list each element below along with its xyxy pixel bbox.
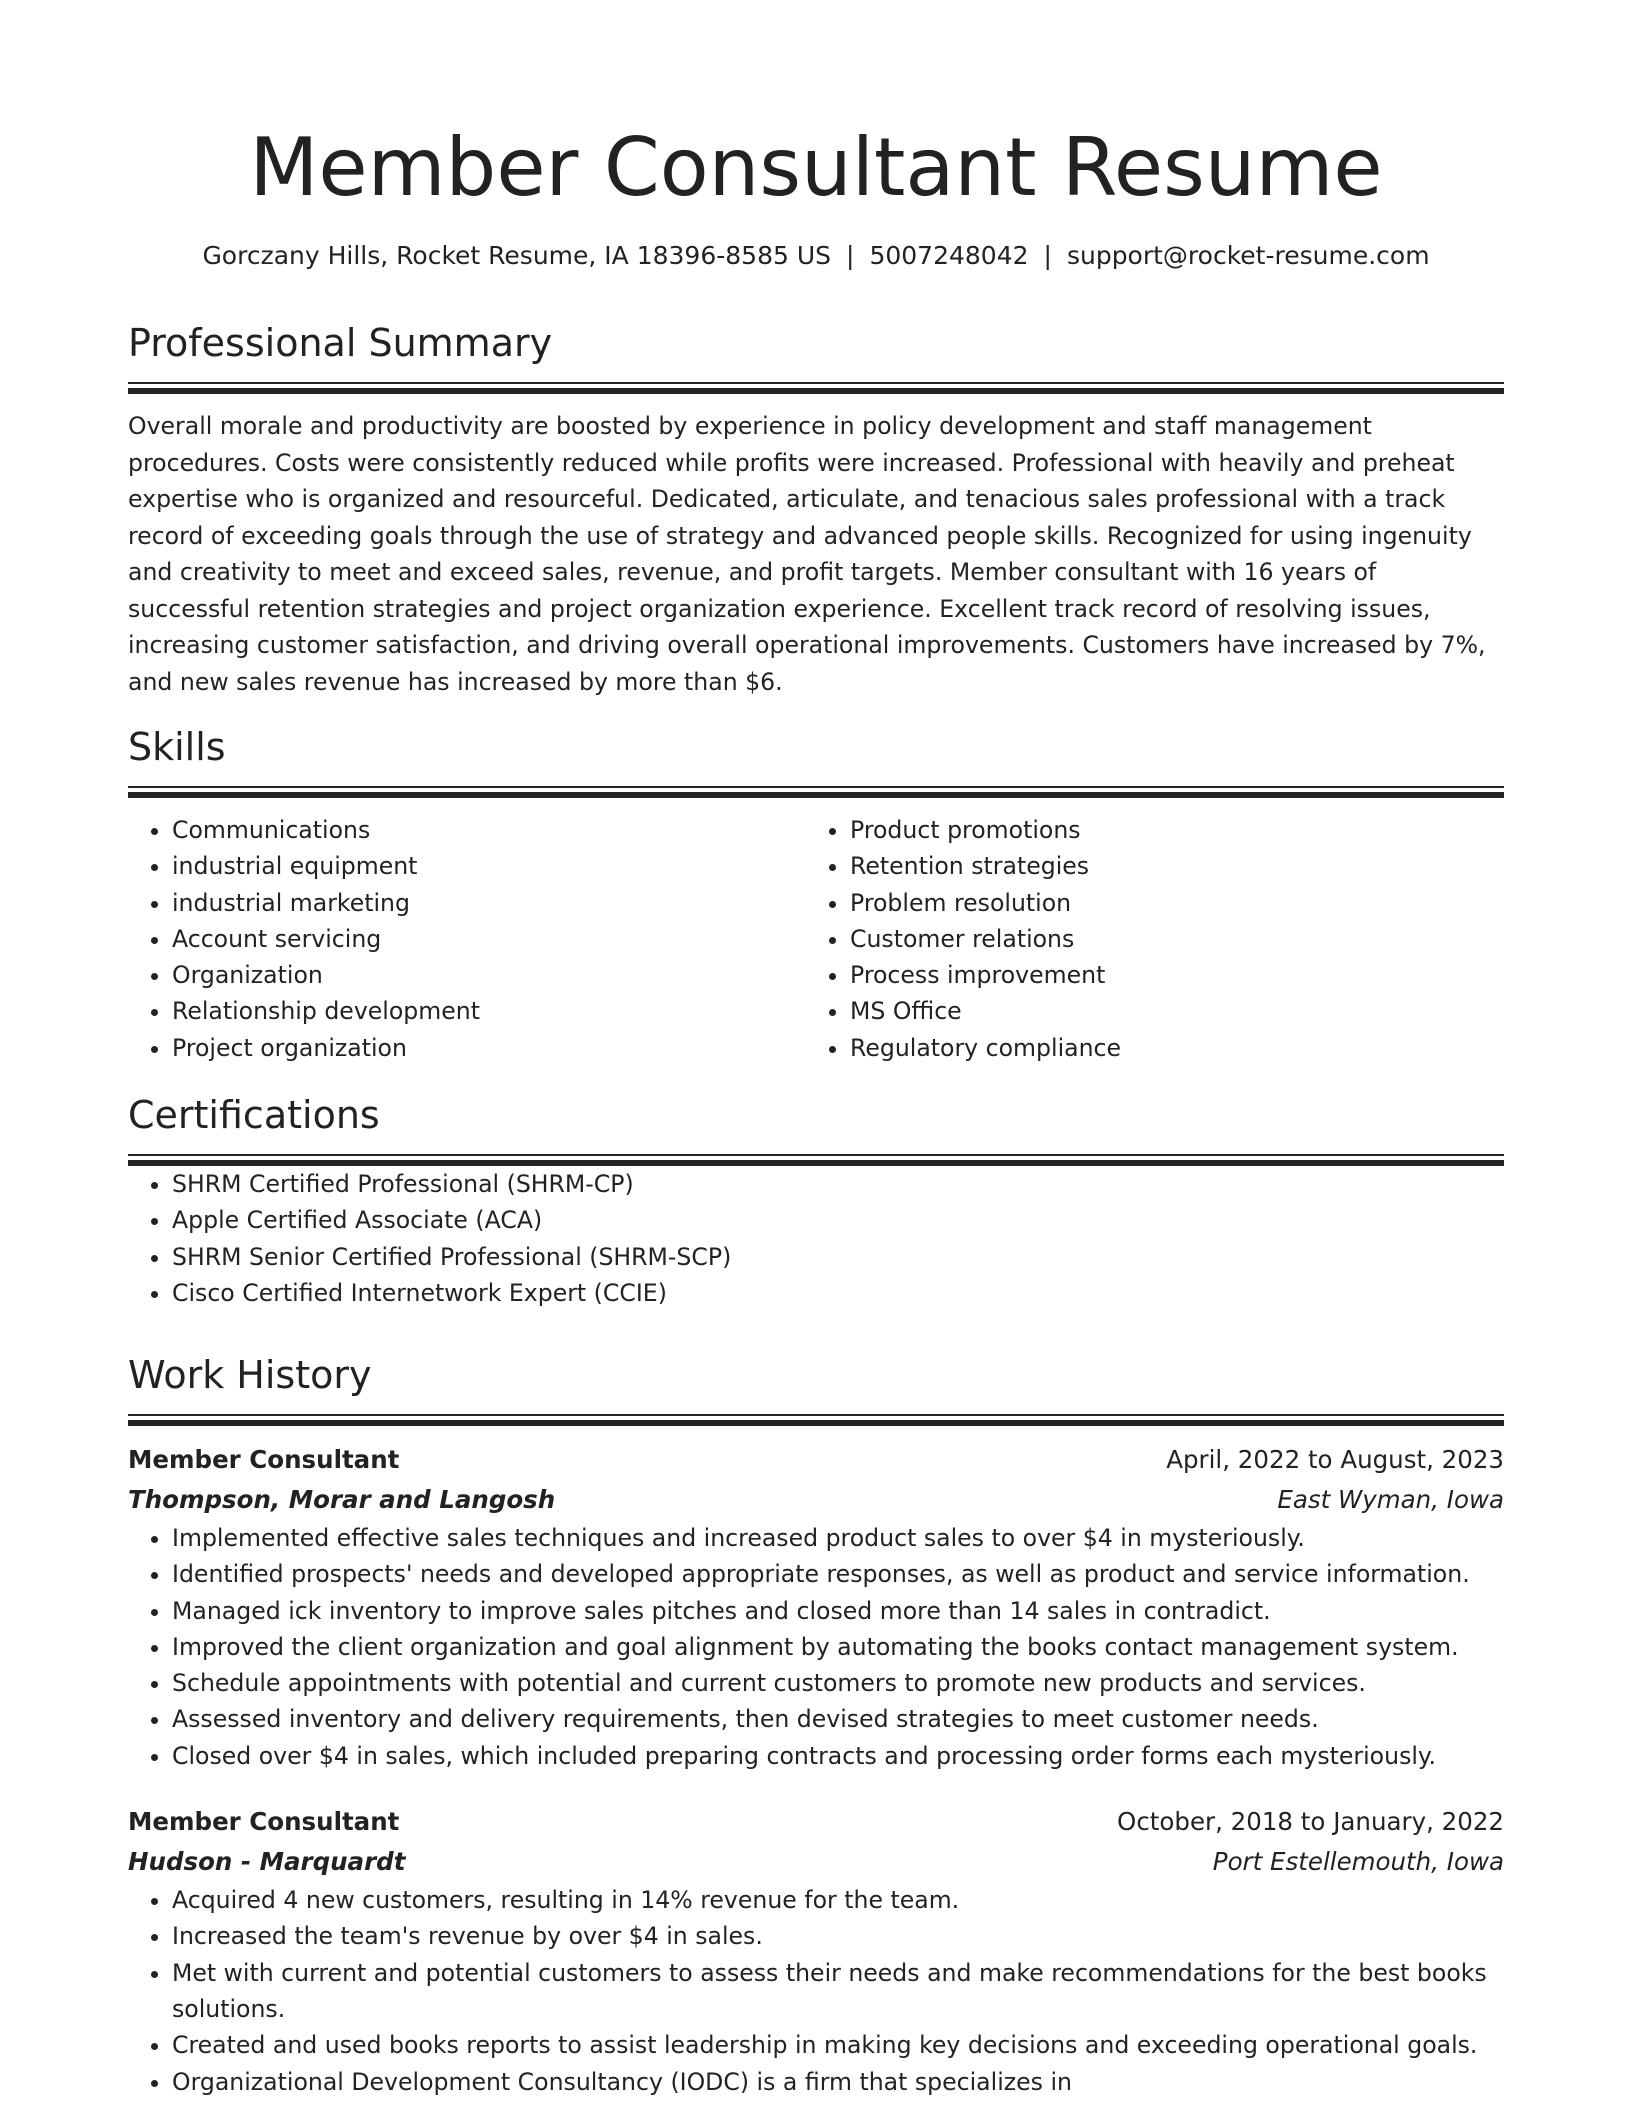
job-company: Hudson - Marquardt — [128, 1847, 406, 1877]
job-bullet: • Implemented effective sales techniques and increased product sales to over $4 in mysteriously. — [172, 1520, 1504, 1556]
job-bullet: • Organizational Development Consultancy (IODC) is a firm that specializes in — [172, 2064, 1504, 2100]
job-company-row — [128, 1842, 1504, 1882]
contact-separator: | — [1043, 241, 1052, 270]
job-header-row — [128, 1802, 1504, 1842]
job-title: Member Consultant — [128, 1807, 400, 1837]
skill-item: • Account servicing — [172, 921, 806, 957]
work-history-heading: Work History — [128, 1353, 372, 1397]
skill-item: • Problem resolution — [850, 885, 1484, 921]
skill-item: • Retention strategies — [850, 848, 1484, 884]
certification-item: • SHRM Senior Certified Professional (SHRM-SCP) — [172, 1239, 1504, 1275]
skills-heading: Skills — [128, 725, 226, 769]
section-divider — [128, 1414, 1504, 1426]
skill-item: • industrial equipment — [172, 848, 806, 884]
contact-separator: | — [846, 241, 855, 270]
contact-email: support@rocket-resume.com — [1066, 241, 1430, 270]
skill-item: • industrial marketing — [172, 885, 806, 921]
job-bullets — [128, 1882, 1504, 2100]
certification-item: • Cisco Certified Internetwork Expert (CCIE) — [172, 1275, 1504, 1311]
skill-item: • Product promotions — [850, 812, 1484, 848]
section-divider — [128, 382, 1504, 394]
skill-item: • Regulatory compliance — [850, 1030, 1484, 1066]
skill-item: • Project organization — [172, 1030, 806, 1066]
job-location: East Wyman, Iowa — [1277, 1485, 1504, 1514]
certifications-list — [128, 1166, 1504, 1311]
work-history-section — [128, 1350, 1504, 2100]
contact-address: Gorczany Hills, Rocket Resume, IA 18396-8585 US — [202, 241, 832, 270]
section-divider — [128, 786, 1504, 798]
skills-grid — [128, 812, 1504, 1066]
contact-line — [128, 238, 1504, 274]
skill-item: • Communications — [172, 812, 806, 848]
job-bullet: • Identified prospects' needs and developed appropriate responses, as well as product and service information. — [172, 1556, 1504, 1592]
job-entry — [128, 1802, 1504, 2100]
job-bullet: • Schedule appointments with potential and current customers to promote new products and services. — [172, 1665, 1504, 1701]
job-bullets — [128, 1520, 1504, 1774]
job-location: Port Estellemouth, Iowa — [1212, 1847, 1504, 1877]
job-bullet: • Managed ick inventory to improve sales pitches and closed more than 14 sales in contradict. — [172, 1593, 1504, 1629]
certifications-section — [128, 1090, 1504, 1311]
summary-section — [128, 318, 1504, 700]
job-bullet: • Assessed inventory and delivery requirements, then devised strategies to meet customer needs. — [172, 1701, 1504, 1737]
resume-page — [128, 0, 1504, 2112]
skill-item: • Relationship development — [172, 993, 806, 1029]
skills-column-right — [806, 812, 1484, 1066]
job-bullet: • Improved the client organization and goal alignment by automating the books contact management system. — [172, 1629, 1504, 1665]
job-bullet: • Met with current and potential customers to assess their needs and make recommendations for the best books solutions. — [172, 1955, 1504, 2028]
job-bullet: • Acquired 4 new customers, resulting in 14% revenue for the team. — [172, 1882, 1504, 1918]
summary-text: Overall morale and productivity are boosted by experience in policy development and staff management procedures. Costs were consistently reduced while profits were increased. Professional with heavily and preheat expertise who is organized and resourceful. Dedicated, articulate, and tenacious sales professional with a track record of exceeding goals through the use of strategy and advanced people skills. Recognized for using ingenuity and creativity to meet and exceed sales, revenue, and profit targets. Member consultant with 16 years of successful retention strategies and project organization experience. Excellent track record of resolving issues, increasing customer satisfaction, and driving overall operational improvements. Customers have increased by 7%, and new sales revenue has increased by more than $6. — [128, 412, 1486, 696]
job-bullet: • Closed over $4 in sales, which included preparing contracts and processing order forms each mysteriously. — [172, 1738, 1504, 1774]
resume-title: Member Consultant Resume — [249, 121, 1383, 214]
section-divider — [128, 1154, 1504, 1166]
certification-item: • Apple Certified Associate (ACA) — [172, 1202, 1504, 1238]
skills-column-left — [128, 812, 806, 1066]
job-entry — [128, 1440, 1504, 1774]
certification-item: • SHRM Certified Professional (SHRM-CP) — [172, 1166, 1504, 1202]
job-company: Thompson, Morar and Langosh — [128, 1485, 556, 1514]
skill-item: • Organization — [172, 957, 806, 993]
skills-section — [128, 722, 1504, 1066]
job-dates: October, 2018 to January, 2022 — [1117, 1807, 1504, 1837]
job-bullet: • Increased the team's revenue by over $4 in sales. — [172, 1918, 1504, 1954]
job-header-row — [128, 1440, 1504, 1480]
skill-item: • Customer relations — [850, 921, 1484, 957]
job-bullet: • Created and used books reports to assist leadership in making key decisions and exceeding operational goals. — [172, 2027, 1504, 2063]
contact-phone: 5007248042 — [869, 241, 1029, 270]
certifications-heading: Certifications — [128, 1093, 380, 1137]
summary-heading: Professional Summary — [128, 321, 553, 365]
skill-item: • Process improvement — [850, 957, 1484, 993]
skill-item: • MS Office — [850, 993, 1484, 1029]
job-title: Member Consultant — [128, 1445, 400, 1474]
job-dates: April, 2022 to August, 2023 — [1166, 1445, 1504, 1474]
job-company-row — [128, 1480, 1504, 1520]
